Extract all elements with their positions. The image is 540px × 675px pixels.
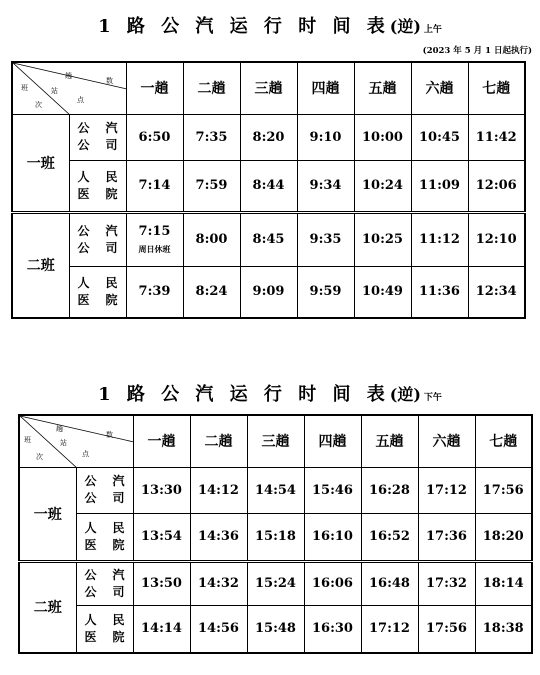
time-cell: 13:54 — [133, 513, 190, 561]
trip-header: 二趟 — [190, 415, 247, 467]
time-cell: 9:34 — [297, 160, 354, 212]
time-cell: 16:48 — [361, 561, 418, 605]
time-cell: 16:06 — [304, 561, 361, 605]
time-cell: 18:14 — [475, 561, 532, 605]
header-diagonal-cell: 趟 数 班 站 次 点 — [19, 415, 133, 467]
time-cell: 10:24 — [354, 160, 411, 212]
trip-header: 五趟 — [354, 62, 411, 114]
time-cell: 10:49 — [354, 266, 411, 318]
time-cell: 17:32 — [418, 561, 475, 605]
time-cell: 12:34 — [468, 266, 525, 318]
time-cell: 8:44 — [240, 160, 297, 212]
trip-header: 七趟 — [468, 62, 525, 114]
effective-date: (2023 年 5 月 1 日起执行) — [422, 46, 532, 56]
time-cell: 16:30 — [304, 605, 361, 653]
time-cell: 13:30 — [133, 467, 190, 513]
note-sunday-off: 周日休班 — [138, 244, 171, 254]
time-cell: 7:14 — [126, 160, 183, 212]
time-cell: 9:09 — [240, 266, 297, 318]
time-cell: 17:12 — [418, 467, 475, 513]
trip-header: 四趟 — [304, 415, 361, 467]
time-cell: 7:59 — [183, 160, 240, 212]
stop-label: 人 民 医 院 — [76, 605, 133, 653]
time-cell: 16:10 — [304, 513, 361, 561]
time-cell: 13:50 — [133, 561, 190, 605]
time-cell: 12:06 — [468, 160, 525, 212]
time-cell: 10:25 — [354, 212, 411, 266]
trip-header: 五趟 — [361, 415, 418, 467]
time-cell: 18:38 — [475, 605, 532, 653]
afternoon-title: 1 路 公 汽 运 行 时 间 表(逆) 下午 — [98, 384, 442, 405]
time-cell: 8:24 — [183, 266, 240, 318]
afternoon-timetable — [18, 414, 533, 654]
time-cell: 14:54 — [247, 467, 304, 513]
table-row — [12, 114, 525, 160]
morning-timetable — [11, 61, 526, 319]
time-cell: 16:28 — [361, 467, 418, 513]
time-cell: 8:00 — [183, 212, 240, 266]
time-cell: 8:45 — [240, 212, 297, 266]
table-row — [19, 513, 532, 561]
shift-label: 二班 — [12, 212, 69, 318]
time-cell: 15:48 — [247, 605, 304, 653]
time-cell: 14:36 — [190, 513, 247, 561]
trip-header: 二趟 — [183, 62, 240, 114]
stop-label: 公 汽 公 司 — [76, 467, 133, 513]
time-cell: 9:10 — [297, 114, 354, 160]
time-cell: 17:56 — [418, 605, 475, 653]
time-cell: 15:46 — [304, 467, 361, 513]
time-cell: 16:52 — [361, 513, 418, 561]
time-cell: 15:24 — [247, 561, 304, 605]
trip-header: 三趟 — [247, 415, 304, 467]
shift-label: 一班 — [12, 114, 69, 212]
time-cell: 14:56 — [190, 605, 247, 653]
time-cell: 17:12 — [361, 605, 418, 653]
stop-label: 公 汽 公 司 — [69, 114, 126, 160]
table-row — [12, 212, 525, 266]
time-cell: 11:09 — [411, 160, 468, 212]
table-row — [12, 160, 525, 212]
time-cell: 11:42 — [468, 114, 525, 160]
trip-header: 四趟 — [297, 62, 354, 114]
trip-header: 一趟 — [133, 415, 190, 467]
trip-header: 六趟 — [411, 62, 468, 114]
stop-label: 人 民 医 院 — [69, 266, 126, 318]
time-cell: 9:59 — [297, 266, 354, 318]
time-cell: 18:20 — [475, 513, 532, 561]
time-cell: 10:00 — [354, 114, 411, 160]
time-cell: 14:12 — [190, 467, 247, 513]
trip-header: 七趟 — [475, 415, 532, 467]
time-cell: 11:36 — [411, 266, 468, 318]
time-cell: 6:50 — [126, 114, 183, 160]
morning-title: 1 路 公 汽 运 行 时 间 表(逆) 上午 — [98, 16, 442, 37]
time-cell: 17:36 — [418, 513, 475, 561]
stop-label: 人 民 医 院 — [76, 513, 133, 561]
time-cell: 10:45 — [411, 114, 468, 160]
shift-label: 二班 — [19, 561, 76, 653]
table-row — [19, 605, 532, 653]
time-cell: 12:10 — [468, 212, 525, 266]
header-diagonal-cell: 趟 数 班 站 次 点 — [12, 62, 126, 114]
trip-header: 三趟 — [240, 62, 297, 114]
time-cell: 7:39 — [126, 266, 183, 318]
stop-label: 公 汽 公 司 — [69, 212, 126, 266]
time-cell: 11:12 — [411, 212, 468, 266]
time-cell: 9:35 — [297, 212, 354, 266]
shift-label: 一班 — [19, 467, 76, 561]
stop-label: 公 汽 公 司 — [76, 561, 133, 605]
time-cell: 7:15 周日休班 — [126, 212, 183, 266]
time-cell: 8:20 — [240, 114, 297, 160]
table-row — [12, 266, 525, 318]
time-cell: 17:56 — [475, 467, 532, 513]
stop-label: 人 民 医 院 — [69, 160, 126, 212]
trip-header: 六趟 — [418, 415, 475, 467]
time-cell: 7:35 — [183, 114, 240, 160]
time-cell: 15:18 — [247, 513, 304, 561]
time-cell: 14:32 — [190, 561, 247, 605]
table-row — [19, 561, 532, 605]
table-row — [19, 467, 532, 513]
time-cell: 14:14 — [133, 605, 190, 653]
trip-header: 一趟 — [126, 62, 183, 114]
